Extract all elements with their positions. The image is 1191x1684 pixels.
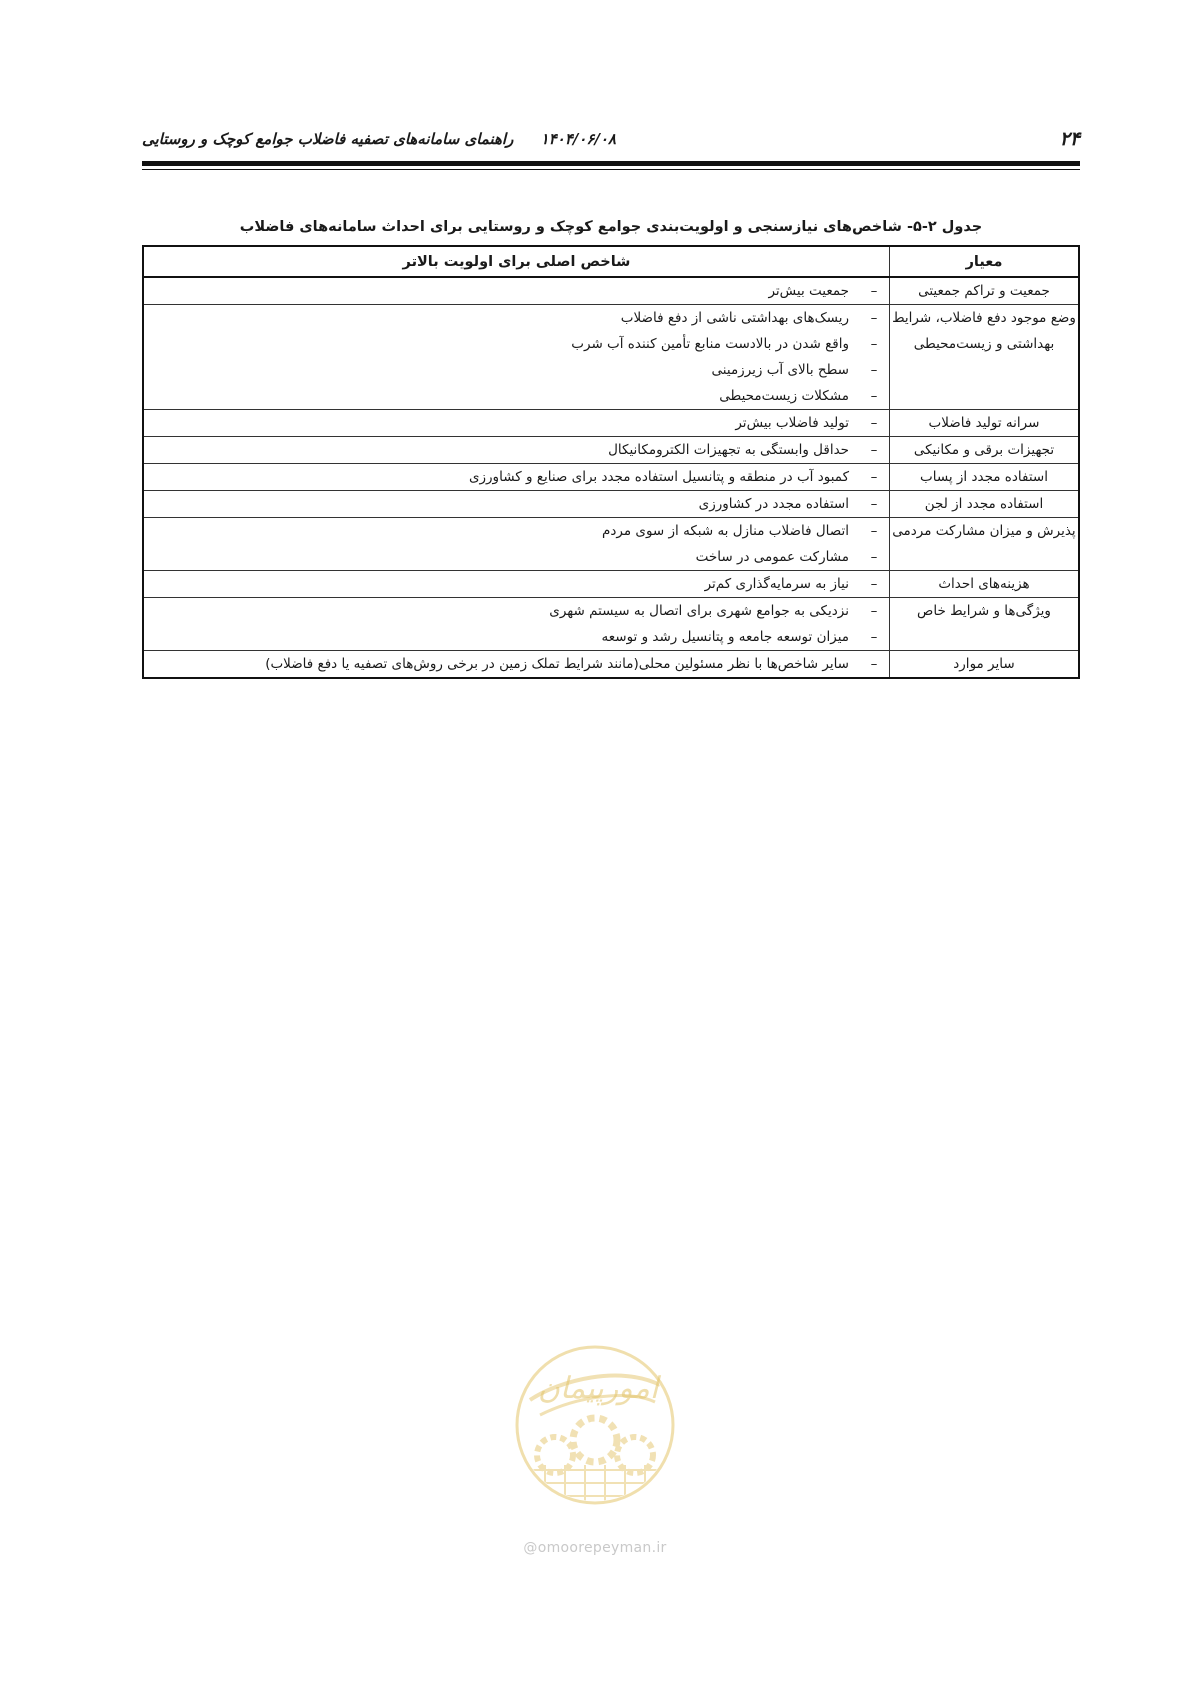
indicator-cell [143, 305, 890, 410]
indicator-item [144, 544, 889, 570]
indicator-text: جمعیت بیش‌تر [768, 283, 849, 299]
table-body [143, 277, 1079, 678]
indicator-item [144, 624, 889, 650]
criterion-cell: استفاده مجدد از لجن [890, 491, 1080, 518]
table-row [143, 437, 1079, 464]
indicator-item [144, 651, 889, 677]
table-row [143, 277, 1079, 305]
indicator-text: مشکلات زیست‌محیطی [719, 388, 849, 404]
indicator-text: ریسک‌های بهداشتی ناشی از دفع فاضلاب [620, 310, 849, 326]
indicator-item [144, 464, 889, 490]
table-row [143, 598, 1079, 651]
dash-bullet: – [870, 469, 878, 485]
indicator-cell [143, 277, 890, 305]
criterion-cell: وضع موجود دفع فاضلاب، شرایط بهداشتی و زیست‌محیطی [890, 305, 1080, 410]
indicator-cell [143, 651, 890, 679]
criterion-cell: پذیرش و میزان مشارکت مردمی [890, 518, 1080, 571]
indicator-cell [143, 410, 890, 437]
indicator-item [144, 383, 889, 409]
table-row [143, 651, 1079, 679]
watermark [510, 1340, 680, 1566]
watermark-logo [510, 1340, 680, 1540]
indicator-item [144, 598, 889, 624]
indicator-text: نزدیکی به جوامع شهری برای اتصال به سیستم شهری [549, 603, 849, 619]
indicator-cell [143, 491, 890, 518]
table-row [143, 464, 1079, 491]
indicator-item [144, 305, 889, 331]
indicator-item [144, 518, 889, 544]
indicator-text: مشارکت عمومی در ساخت [695, 549, 849, 565]
indicator-cell [143, 464, 890, 491]
criterion-header: معیار [890, 246, 1080, 277]
dash-bullet: – [870, 415, 878, 431]
table-row [143, 305, 1079, 410]
table-caption: جدول ۲-۵- شاخص‌های نیازسنجی و اولویت‌بندی جوامع کوچک و روستایی برای احداث سامانه‌های فاضلاب [239, 219, 983, 235]
dash-bullet: – [870, 283, 878, 299]
indicator-text: استفاده مجدد در کشاورزی [698, 496, 849, 512]
table-row [143, 518, 1079, 571]
header-title: راهنمای سامانه‌های تصفیه فاضلاب جوامع کوچک و روستایی [142, 130, 514, 148]
table-row [143, 410, 1079, 437]
criterion-cell: هزینه‌های احداث [890, 571, 1080, 598]
table-header-row [143, 246, 1079, 277]
indicator-text: سایر شاخص‌ها با نظر مسئولین محلی(مانند شرایط تملک زمین در برخی روش‌های تصفیه یا دفع فاضلاب) [265, 656, 849, 672]
dash-bullet: – [870, 362, 878, 378]
criterion-cell: استفاده مجدد از پساب [890, 464, 1080, 491]
dash-bullet: – [870, 576, 878, 592]
criterion-cell: جمعیت و تراکم جمعیتی [890, 277, 1080, 305]
indicator-item [144, 571, 889, 597]
dash-bullet: – [870, 523, 878, 539]
criterion-cell: تجهیزات برقی و مکانیکی [890, 437, 1080, 464]
running-title [142, 130, 616, 148]
indicator-text: واقع شدن در بالادست منابع تأمین کننده آب شرب [571, 336, 849, 352]
indicator-text: تولید فاضلاب بیش‌تر [735, 415, 849, 431]
criteria-table [142, 245, 1080, 679]
indicator-item [144, 357, 889, 383]
table-row [143, 491, 1079, 518]
indicator-text: نیاز به سرمایه‌گذاری کم‌تر [704, 576, 849, 592]
dash-bullet: – [870, 603, 878, 619]
criterion-cell: ویژگی‌ها و شرایط خاص [890, 598, 1080, 651]
indicator-text: کمبود آب در منطقه و پتانسیل استفاده مجدد برای صنایع و کشاورزی [468, 469, 849, 485]
indicator-text: حداقل وابستگی به تجهیزات الکترومکانیکال [608, 442, 849, 458]
header-date: ۱۴۰۴/۰۶/۰۸ [540, 130, 616, 148]
page-header [142, 128, 1080, 154]
dash-bullet: – [870, 388, 878, 404]
dash-bullet: – [870, 496, 878, 512]
dash-bullet: – [870, 549, 878, 565]
indicator-cell [143, 598, 890, 651]
dash-bullet: – [870, 442, 878, 458]
indicator-text: سطح بالای آب زیرزمینی [711, 362, 849, 378]
watermark-url: @omoorepeyman.ir [523, 1540, 667, 1556]
dash-bullet: – [870, 336, 878, 352]
indicator-item [144, 491, 889, 517]
criterion-cell: سایر موارد [890, 651, 1080, 679]
header-rule-thin [142, 169, 1080, 170]
indicator-text: میزان توسعه جامعه و پتانسیل رشد و توسعه [601, 629, 849, 645]
dash-bullet: – [870, 629, 878, 645]
table-row [143, 571, 1079, 598]
indicator-item [144, 331, 889, 357]
indicator-text: اتصال فاضلاب منازل به شبکه از سوی مردم [602, 523, 849, 539]
watermark-logo-text: امورپیمان [537, 1371, 659, 1406]
indicator-cell [143, 518, 890, 571]
indicator-item [144, 437, 889, 463]
indicator-header: شاخص اصلی برای اولویت بالاتر [143, 246, 890, 277]
page-number: ۲۴ [1059, 128, 1080, 150]
indicator-item [144, 410, 889, 436]
header-rule-thick [142, 161, 1080, 166]
dash-bullet: – [870, 310, 878, 326]
dash-bullet: – [870, 656, 878, 672]
indicator-cell [143, 571, 890, 598]
indicator-item [144, 278, 889, 304]
criterion-cell: سرانه تولید فاضلاب [890, 410, 1080, 437]
indicator-cell [143, 437, 890, 464]
